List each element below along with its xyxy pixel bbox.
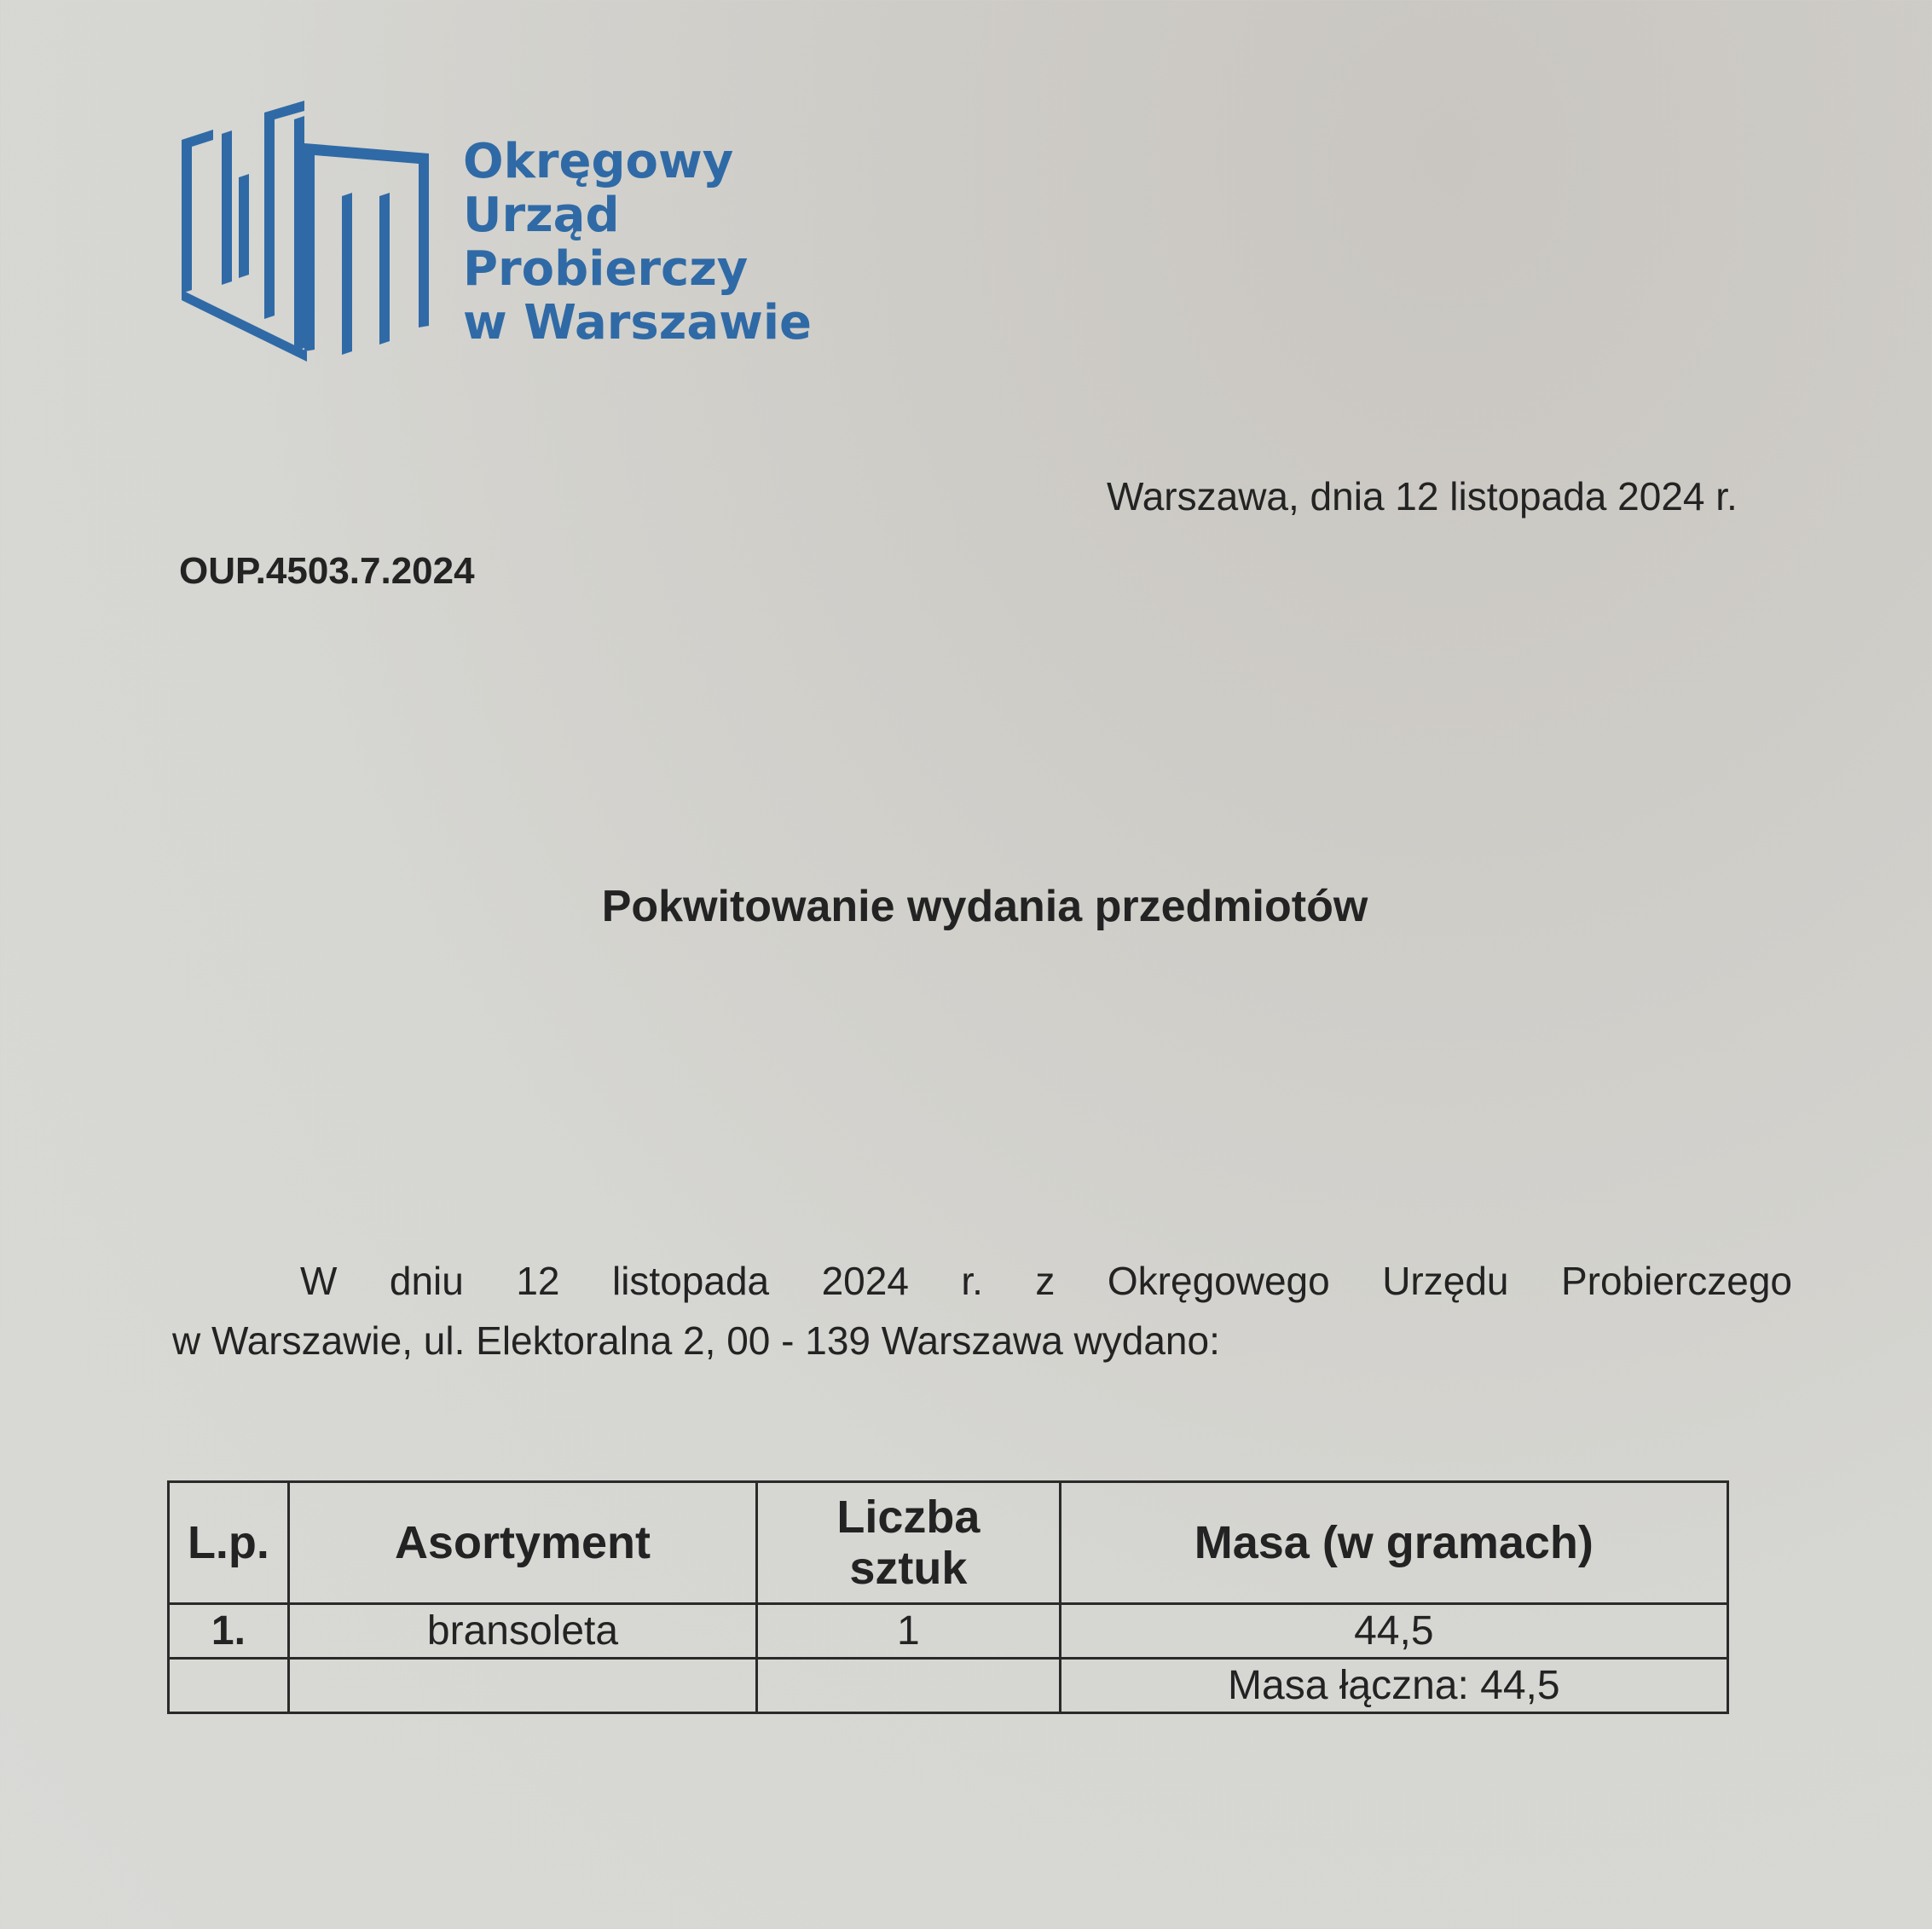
total-mass: Masa łączna: 44,5 <box>1060 1659 1727 1713</box>
header-asortyment: Asortyment <box>288 1482 756 1604</box>
paragraph-line-2: w Warszawie, ul. Elektoralna 2, 00 - 139 Warszawa wydano: <box>172 1318 1220 1363</box>
document-title: Pokwitowanie wydania przedmiotów <box>601 882 1368 931</box>
empty-cell <box>288 1659 756 1713</box>
table-row <box>169 1604 1728 1659</box>
reference-number: OUP.4503.7.2024 <box>179 550 475 592</box>
paragraph-line-1: W dniu 12 listopada 2024 r. z Okręgowego Urzędu Probierczego <box>300 1259 1792 1303</box>
items-table <box>167 1480 1729 1714</box>
empty-cell <box>169 1659 289 1713</box>
logo-line-3: Probierczy <box>463 241 749 297</box>
logo-line-4: w Warszawie <box>463 295 813 350</box>
header-masa: Masa (w gramach) <box>1060 1482 1727 1604</box>
cell-liczba: 1 <box>757 1604 1061 1659</box>
office-logo-icon <box>175 96 439 368</box>
cell-asortyment: bransoleta <box>288 1604 756 1659</box>
table-header-row <box>169 1482 1728 1604</box>
cell-masa: 44,5 <box>1060 1604 1727 1659</box>
cell-lp: 1. <box>169 1604 289 1659</box>
header-liczba-sztuk-text: Liczba sztuk <box>836 1492 980 1594</box>
logo-line-2: Urząd <box>463 188 620 243</box>
header-liczba-sztuk <box>757 1482 1061 1604</box>
empty-cell <box>757 1659 1061 1713</box>
logo-line-1: Okręgowy <box>463 134 734 189</box>
office-logo-text <box>463 135 812 350</box>
header-lp: L.p. <box>169 1482 289 1604</box>
table-total-row <box>169 1659 1728 1713</box>
date-line: Warszawa, dnia 12 listopada 2024 r. <box>1107 474 1738 518</box>
